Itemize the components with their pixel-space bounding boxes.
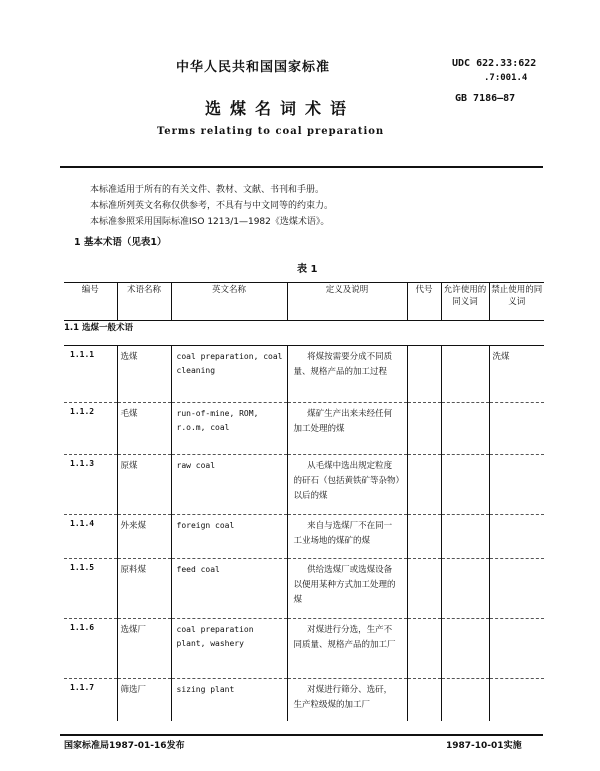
term-definition: 煤矿生产出来未经任何加工处理的煤: [287, 403, 407, 455]
term-code: [407, 679, 441, 721]
term-english: foreign coal: [171, 515, 287, 559]
term-forbidden: [489, 403, 544, 455]
term-definition: 对煤进行筛分、选矸，生产粒级煤的加工厂: [287, 679, 407, 721]
col-header-english: 英文名称: [171, 283, 287, 321]
intro-line: 本标准所列英文名称仅供参考，不具有与中文同等的约束力。: [90, 201, 334, 211]
term-definition: 从毛煤中选出规定粒度的矸石（包括黄铁矿等杂物）以后的煤: [287, 455, 407, 515]
term-forbidden: [489, 679, 544, 721]
term-allowed: [441, 559, 489, 619]
term-definition: 供给选煤厂或选煤设备以便用某种方式加工处理的煤: [287, 559, 407, 619]
term-name: 外来煤: [117, 515, 171, 559]
term-code: [407, 515, 441, 559]
term-name: 原煤: [117, 455, 171, 515]
table-row: [64, 559, 544, 619]
col-header-code: 代号: [407, 283, 441, 321]
term-forbidden: [489, 515, 544, 559]
term-allowed: [441, 619, 489, 679]
term-english: coal preparation, coal cleaning: [171, 346, 287, 403]
intro-line: 本标准适用于所有的有关文件、教材、文献、书刊和手册。: [90, 185, 325, 195]
document-title-english: Terms relating to coal preparation: [157, 126, 385, 137]
term-definition: 将煤按需要分成不同质量、规格产品的加工过程: [287, 346, 407, 403]
table-row: [64, 455, 544, 515]
term-code: [407, 455, 441, 515]
term-english: coal preparation plant, washery: [171, 619, 287, 679]
term-name: 毛煤: [117, 403, 171, 455]
effective-date: 1987-10-01实施: [446, 741, 522, 751]
term-definition: 对煤进行分选，生产不同质量、规格产品的加工厂: [287, 619, 407, 679]
term-name: 选煤厂: [117, 619, 171, 679]
term-forbidden: [489, 455, 544, 515]
term-number: 1.1.1: [64, 346, 117, 403]
section-heading: 1 基本术语（见表1）: [74, 237, 167, 248]
table-header-row: [64, 283, 544, 321]
term-number: 1.1.2: [64, 403, 117, 455]
term-english: sizing plant: [171, 679, 287, 721]
term-code: [407, 559, 441, 619]
term-forbidden: 洗煤: [489, 346, 544, 403]
header-divider: [60, 166, 543, 168]
table-row: [64, 346, 544, 403]
gb-number: GB 7186—87: [455, 93, 516, 104]
table-row: [64, 515, 544, 559]
term-code: [407, 619, 441, 679]
table-row: [64, 403, 544, 455]
term-definition: 来自与选煤厂不在同一工业场地的煤矿的煤: [287, 515, 407, 559]
term-name: 原料煤: [117, 559, 171, 619]
col-header-forbidden-synonyms: 禁止使用的同义词: [489, 283, 544, 321]
term-forbidden: [489, 619, 544, 679]
table-label: 表 1: [297, 264, 318, 275]
table-row: [64, 619, 544, 679]
term-name: 筛选厂: [117, 679, 171, 721]
col-header-allowed-synonyms: 允许使用的同义词: [441, 283, 489, 321]
term-number: 1.1.5: [64, 559, 117, 619]
table-row: [64, 679, 544, 721]
group-heading-row: [64, 321, 544, 346]
term-code: [407, 403, 441, 455]
term-number: 1.1.3: [64, 455, 117, 515]
term-code: [407, 346, 441, 403]
term-number: 1.1.4: [64, 515, 117, 559]
term-forbidden: [489, 559, 544, 619]
footer-divider: [60, 734, 543, 736]
group-heading: 1.1 选煤一般术语: [64, 321, 544, 346]
udc-code: UDC 622.33:622: [452, 58, 537, 69]
document-title: 选煤名词术语: [205, 99, 356, 118]
term-english: raw coal: [171, 455, 287, 515]
intro-line: 本标准参照采用国际标准ISO 1213/1—1982《选煤术语》。: [90, 217, 330, 227]
issue-date: 国家标准局1987-01-16发布: [64, 741, 185, 751]
terms-table: [64, 282, 544, 721]
term-allowed: [441, 515, 489, 559]
term-allowed: [441, 346, 489, 403]
udc-code-continuation: .7:001.4: [484, 73, 528, 83]
term-english: feed coal: [171, 559, 287, 619]
term-number: 1.1.6: [64, 619, 117, 679]
term-english: run-of-mine, ROM, r.o.m, coal: [171, 403, 287, 455]
col-header-number: 编号: [64, 283, 117, 321]
term-name: 选煤: [117, 346, 171, 403]
term-allowed: [441, 679, 489, 721]
national-standard-label: 中华人民共和国国家标准: [176, 60, 331, 75]
term-number: 1.1.7: [70, 683, 95, 692]
term-allowed: [441, 403, 489, 455]
term-allowed: [441, 455, 489, 515]
col-header-term: 术语名称: [117, 283, 171, 321]
col-header-definition: 定义及说明: [287, 283, 407, 321]
